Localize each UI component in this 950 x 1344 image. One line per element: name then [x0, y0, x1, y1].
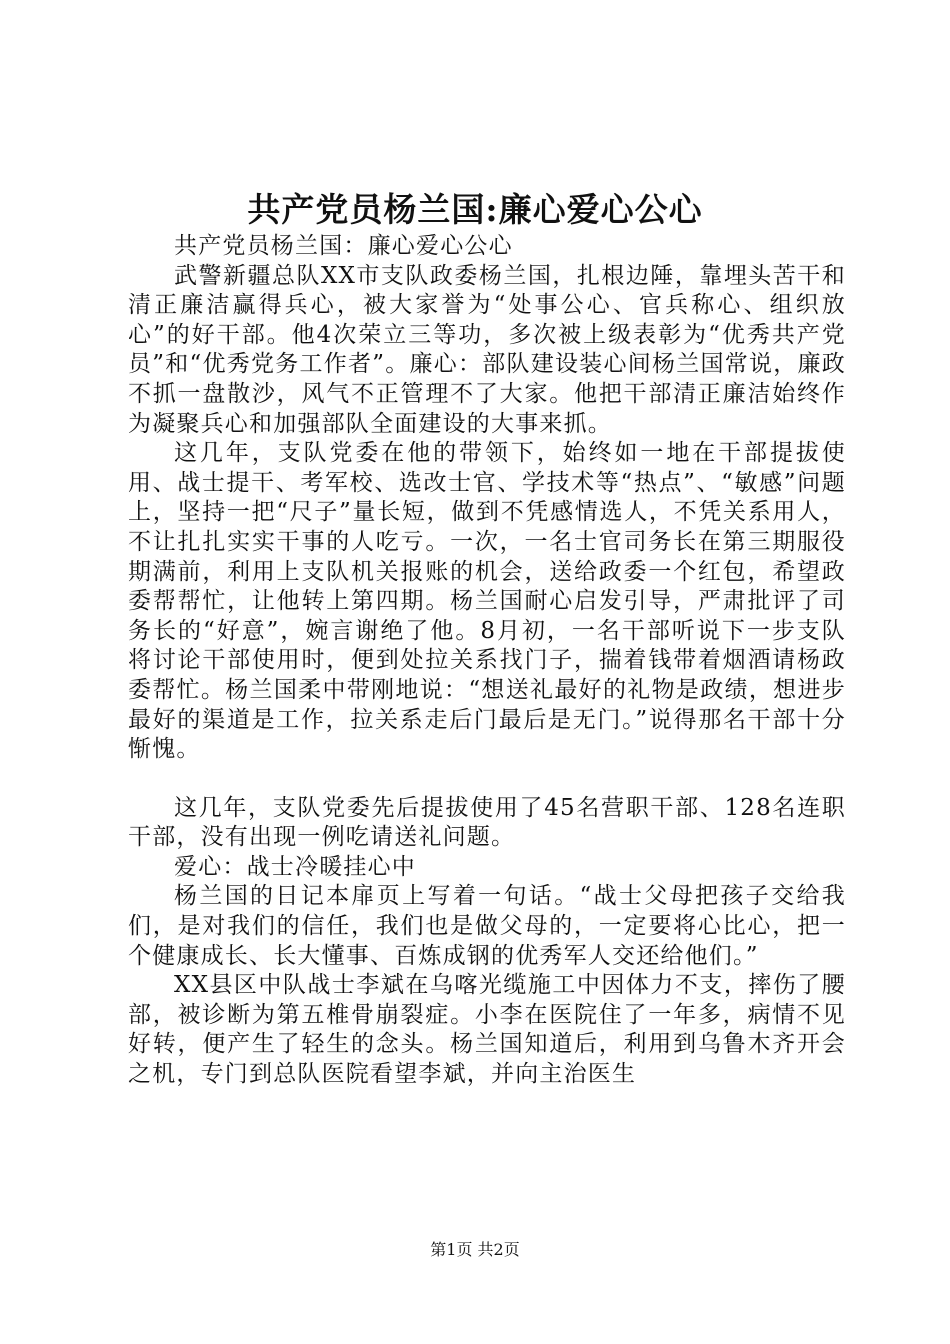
- document-title: 共产党员杨兰国:廉心爱心公心: [247, 190, 703, 229]
- paragraph-subtitle: 共产党员杨兰国：廉心爱心公心: [174, 233, 513, 259]
- paragraph-promotions: 这几年，支队党委先后提拔使用了45名营职干部、128名连职干部，没有出现一例吃请送礼问题。: [128, 794, 846, 851]
- document-body: [128, 232, 846, 1090]
- paragraph-diary: 杨兰国的日记本扉页上写着一句话。“战士父母把孩子交给我们，是对我们的信任，我们也是做父母的，一定要将心比心，把一个健康成长、长大懂事、百炼成钢的优秀军人交还给他们。”: [128, 883, 846, 969]
- paragraph-li-bin: XX县区中队战士李斌在乌喀光缆施工中因体力不支，摔伤了腰部，被诊断为第五椎骨崩裂症。小李在医院住了一年多，病情不见好转，便产生了轻生的念头。杨兰国知道后，利用到乌鲁木齐开会之机，专门到总队医院看望李斌，并向主治医生: [128, 972, 846, 1088]
- page-number-footer: 第1页 共2页: [430, 1240, 520, 1259]
- paragraph-integrity: 这几年，支队党委在他的带领下，始终如一地在干部提拔使用、战士提干、考军校、选改士官、学技术等“热点”、“敏感”问题上，坚持一把“尺子”量长短，做到不凭感情选人，不凭关系用人，不让扎扎实实干事的人吃亏。一次，一名士官司务长在第三期服役期满前，利用上支队机关报账的机会，送给政委一个红包，希望政委帮帮忙，让他转上第四期。杨兰国耐心启发引导，严肃批评了司务长的“好意”，婉言谢绝了他。8月初，一名干部听说下一步支队将讨论干部使用时，便到处拉关系找门子，揣着钱带着烟酒请杨政委帮忙。杨兰国柔中带刚地说：“想送礼最好的礼物是政绩，想进步最好的渠道是工作，拉关系走后门最后是无门。”说得那名干部十分惭愧。: [128, 440, 846, 763]
- section-heading-care: 爱心：战士冷暖挂心中: [174, 853, 416, 880]
- paragraph-intro: 武警新疆总队XX市支队政委杨兰国，扎根边陲，靠埋头苦干和清正廉洁赢得兵心，被大家誉为“处事公心、官兵称心、组织放心”的好干部。他4次荣立三等功，多次被上级表彰为“优秀共产党员”和“优秀党务工作者”。廉心：部队建设装心间杨兰国常说，廉政不抓一盘散沙，风气不正管理不了大家。他把干部清正廉洁始终作为凝聚兵心和加强部队全面建设的大事来抓。: [128, 262, 846, 437]
